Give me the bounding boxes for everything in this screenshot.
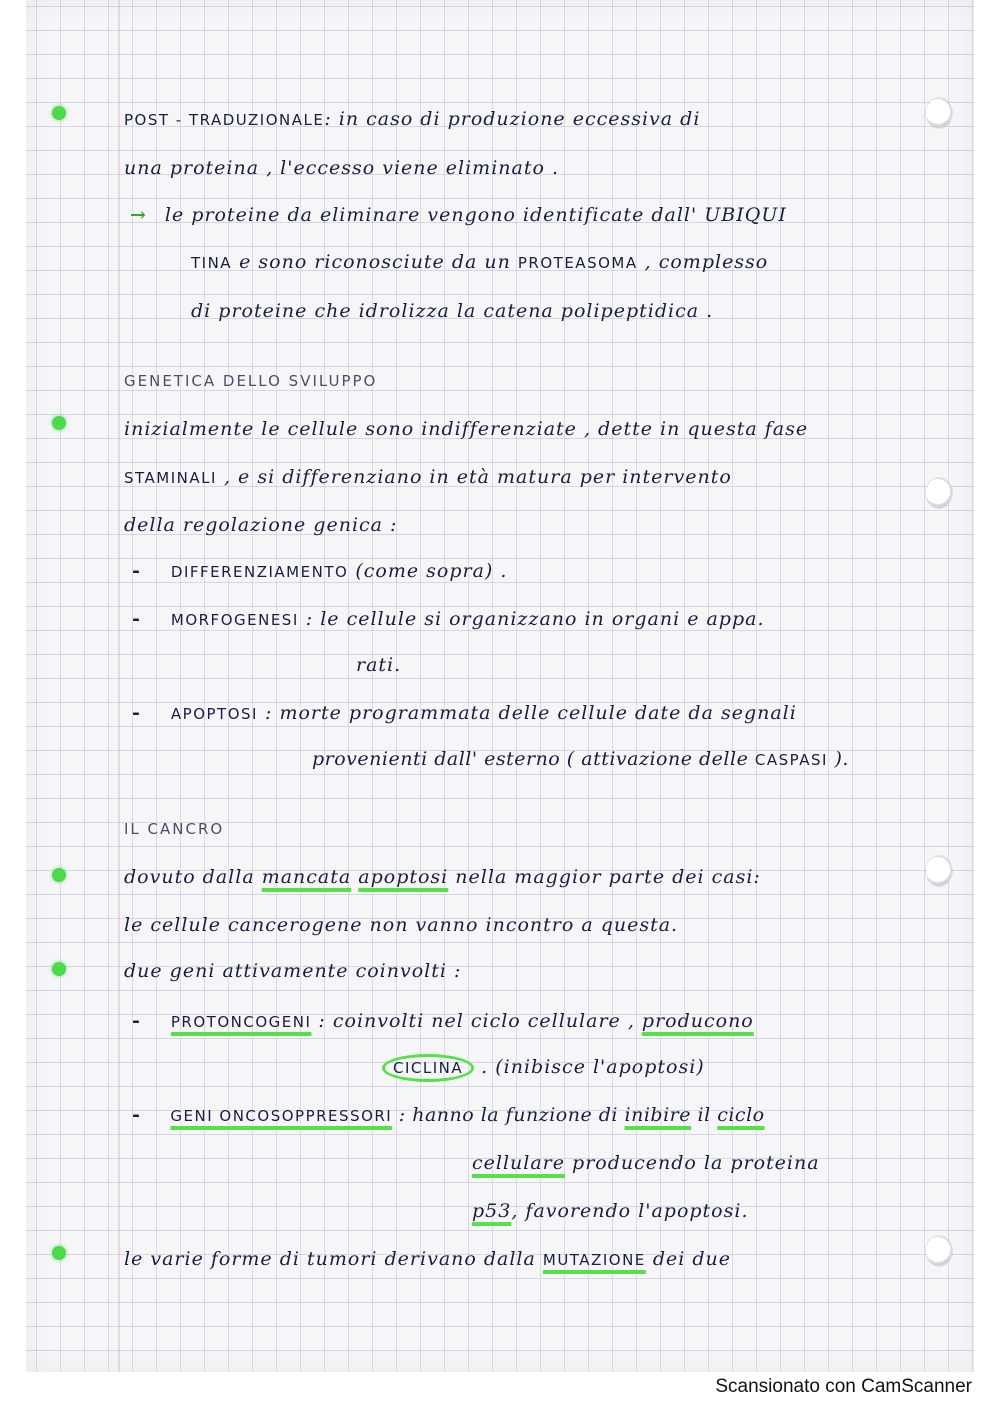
term: TINA — [191, 254, 233, 272]
binder-hole — [926, 856, 952, 886]
highlighted-text: apoptosi — [358, 866, 449, 888]
note-text: le proteine da eliminare vengono identificate dall' UBIQUI — [164, 204, 787, 226]
bullet-dot — [52, 1246, 66, 1260]
highlighted-text: p53 — [472, 1200, 512, 1222]
term-highlighted: MUTAZIONE — [542, 1251, 646, 1269]
note-line: inizialmente le cellule sono indifferenziate , dette in questa fase — [124, 418, 809, 440]
note-text: : coinvolti nel ciclo cellulare , — [311, 1010, 642, 1032]
term: CASPASI — [754, 751, 828, 769]
bullet-dot — [52, 962, 66, 976]
note-line — [382, 1052, 705, 1082]
note-line: di proteine che idrolizza la catena polipeptidica . — [191, 300, 714, 322]
section-heading: GENETICA DELLO SVILUPPO — [124, 372, 378, 390]
bullet-dot — [52, 106, 66, 120]
note-text: : hanno la funzione di — [392, 1104, 625, 1126]
notebook-page — [26, 0, 974, 1372]
note-line — [132, 698, 797, 728]
dash-bullet: - — [132, 702, 141, 724]
highlighted-text: inibire — [624, 1104, 691, 1126]
term: PROTEASOMA — [517, 254, 638, 272]
note-line — [130, 200, 787, 230]
note-line — [124, 104, 700, 134]
note-line — [124, 862, 761, 892]
note-text: , favorendo l'apoptosi. — [511, 1200, 749, 1222]
binder-hole — [926, 478, 952, 508]
note-line — [132, 1100, 765, 1130]
binder-hole — [926, 1236, 952, 1266]
note-text: provenienti dall' esterno ( attivazione delle — [312, 748, 755, 770]
term-highlighted: PROTONCOGENI — [170, 1013, 312, 1031]
note-text: il — [690, 1104, 718, 1126]
term: MORFOGENESI — [170, 611, 299, 629]
dash-bullet: - — [132, 560, 141, 582]
note-text: . (inibisce l'apoptosi) — [474, 1056, 705, 1078]
binder-hole — [926, 98, 952, 128]
note-line — [472, 1196, 749, 1226]
term: APOPTOSI — [170, 705, 258, 723]
note-line — [132, 1006, 754, 1036]
scanner-watermark: Scansionato con CamScanner — [715, 1376, 972, 1397]
note-line: rati. — [356, 654, 402, 676]
highlighted-text: cellulare — [472, 1152, 566, 1174]
note-line: una proteina , l'eccesso viene eliminato . — [124, 157, 559, 179]
highlighted-text: mancata — [261, 866, 352, 888]
note-line: due geni attivamente coinvolti : — [124, 960, 462, 982]
highlighted-text: ciclo — [717, 1104, 765, 1126]
note-text: : in caso di produzione eccessiva di — [324, 108, 701, 130]
note-line — [191, 247, 768, 277]
note-text: nella maggior parte dei casi: — [448, 866, 761, 888]
note-line — [124, 462, 732, 492]
term: DIFFERENZIAMENTO — [170, 563, 349, 581]
section-title: POST - TRADUZIONALE — [124, 111, 325, 129]
dash-bullet: - — [132, 1010, 141, 1032]
note-text: , complesso — [637, 251, 769, 273]
term-highlighted: GENI ONCOSOPPRESSORI — [170, 1107, 393, 1125]
arrow-icon: → — [130, 204, 147, 226]
note-line: le cellule cancerogene non vanno incontro a questa. — [124, 914, 679, 936]
dash-bullet: - — [132, 1104, 141, 1126]
dash-bullet: - — [132, 608, 141, 630]
note-text: dovuto dalla — [124, 866, 262, 888]
circled-term: CICLINA — [382, 1054, 474, 1082]
section-heading: IL CANCRO — [124, 820, 225, 838]
note-line — [132, 604, 765, 634]
note-text: e sono riconosciute da un — [232, 251, 518, 273]
highlighted-text: producono — [641, 1010, 754, 1032]
note-text: ). — [827, 748, 849, 770]
note-text: , e si differenziano in età matura per intervento — [216, 466, 732, 488]
note-text: : le cellule si organizzano in organi e appa. — [298, 608, 765, 630]
margin-line — [118, 0, 120, 1372]
note-line — [132, 556, 507, 586]
bullet-dot — [52, 416, 66, 430]
note-line — [312, 744, 849, 774]
note-text: producendo la proteina — [565, 1152, 820, 1174]
note-line — [124, 1244, 731, 1274]
note-text: le varie forme di tumori derivano dalla — [124, 1248, 543, 1270]
term: STAMINALI — [124, 469, 217, 487]
note-line: della regolazione genica : — [124, 514, 398, 536]
note-text: (come sopra) . — [348, 560, 508, 582]
bullet-dot — [52, 868, 66, 882]
note-text: dei due — [645, 1248, 731, 1270]
note-text: : morte programmata delle cellule date da segnali — [257, 702, 797, 724]
note-line — [472, 1148, 820, 1178]
